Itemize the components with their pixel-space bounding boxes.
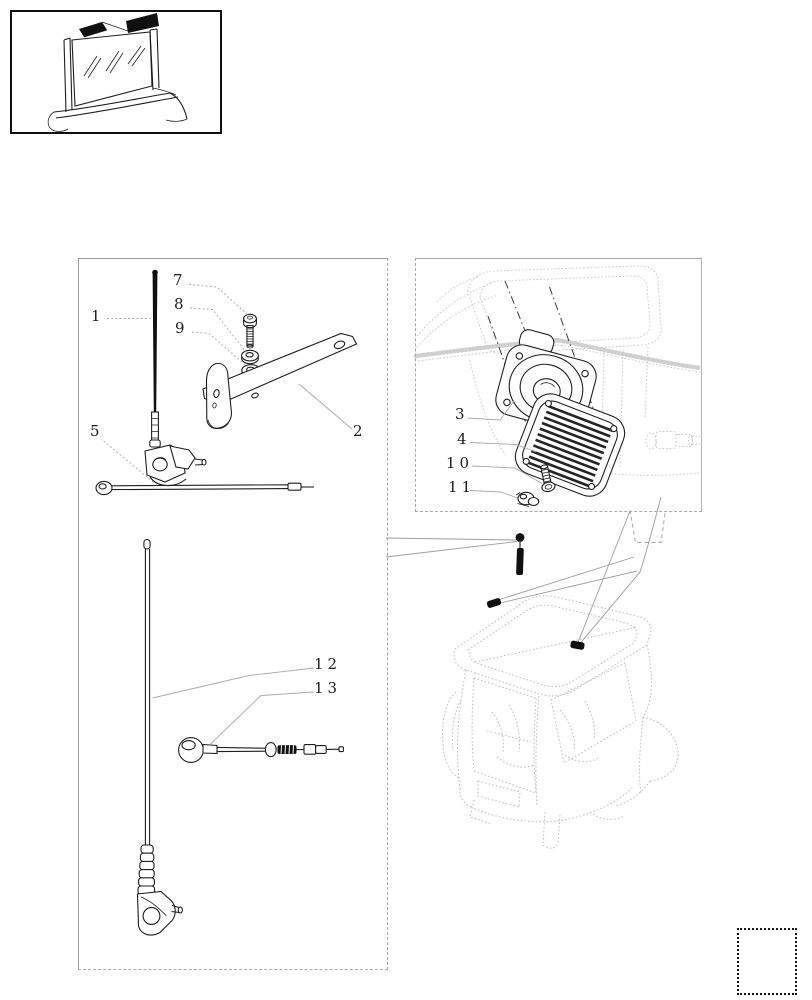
tractor-cab-sketch xyxy=(443,596,678,848)
roof-position-markers xyxy=(486,598,585,651)
box-notch xyxy=(630,510,666,543)
cable-13-drawing xyxy=(179,738,344,763)
roof-antenna-marker xyxy=(516,533,525,575)
callout-1: 1 xyxy=(91,307,101,325)
callout-8: 8 xyxy=(174,295,184,313)
windshield-sketch xyxy=(48,13,187,132)
screw-7-drawing xyxy=(244,314,257,348)
callout-13: 13 xyxy=(314,679,342,697)
callout-5: 5 xyxy=(90,422,100,440)
continue-arrow-icon xyxy=(742,939,792,987)
washer-8-drawing xyxy=(242,350,259,363)
callout-4: 4 xyxy=(457,430,467,448)
callout-11: 11 xyxy=(448,478,476,496)
callout-12: 12 xyxy=(314,655,342,673)
callout-9: 9 xyxy=(175,319,185,337)
clip-11-drawing xyxy=(516,492,539,506)
antenna-12-drawing xyxy=(138,540,183,936)
callout-2: 2 xyxy=(353,422,363,440)
cable-5-drawing xyxy=(96,481,314,494)
callout-10: 10 xyxy=(446,454,474,472)
callout-3: 3 xyxy=(455,405,465,423)
location-pointer-lines xyxy=(386,497,661,646)
callout-7: 7 xyxy=(173,271,183,289)
